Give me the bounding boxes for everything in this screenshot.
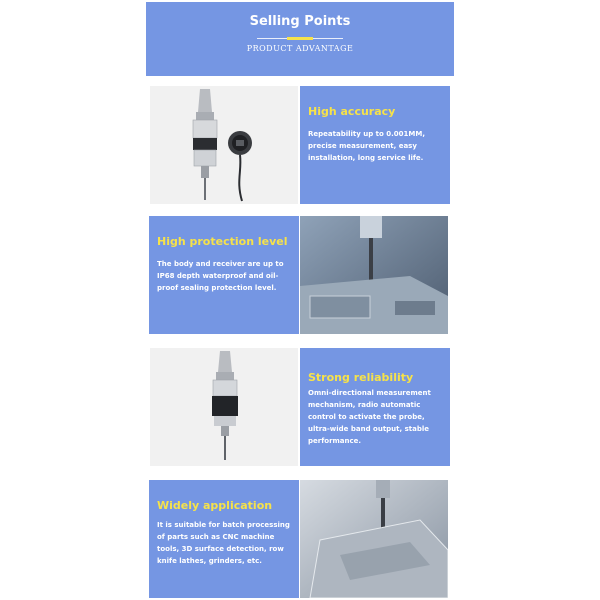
header-subtitle: PRODUCT ADVANTAGE [246,44,354,53]
touch-probe-image [150,348,298,466]
probe-with-receiver-image [150,86,298,204]
section-description: Omni-directional measurement mechanism, radio automatic control to activate the probe, ultra-wide band output, stable performance. [308,389,431,445]
section-strong-reliability [300,348,450,466]
section-title: Widely application [157,499,273,512]
probe-measuring-workpiece-image [300,480,448,598]
section-title: Strong reliability [308,371,414,384]
section-title: High protection level [157,235,288,248]
section-description: Repeatability up to 0.001MM, precise measurement, easy installation, long service life. [308,130,426,162]
section-widely-application [149,480,299,598]
section-title: High accuracy [308,105,396,118]
section-description: The body and receiver are up to IP68 depth waterproof and oil-proof sealing protection level. [157,260,284,292]
selling-points-header [146,2,454,76]
section-high-protection-level [149,216,299,334]
section-description: It is suitable for batch processing of parts such as CNC machine tools, 3D surface detection, row knife lathes, grinders, etc. [157,521,290,565]
cnc-probe-measuring-image [300,216,448,334]
header-divider-accent [287,37,313,40]
header-title: Selling Points [249,14,351,29]
section-high-accuracy [300,86,450,204]
